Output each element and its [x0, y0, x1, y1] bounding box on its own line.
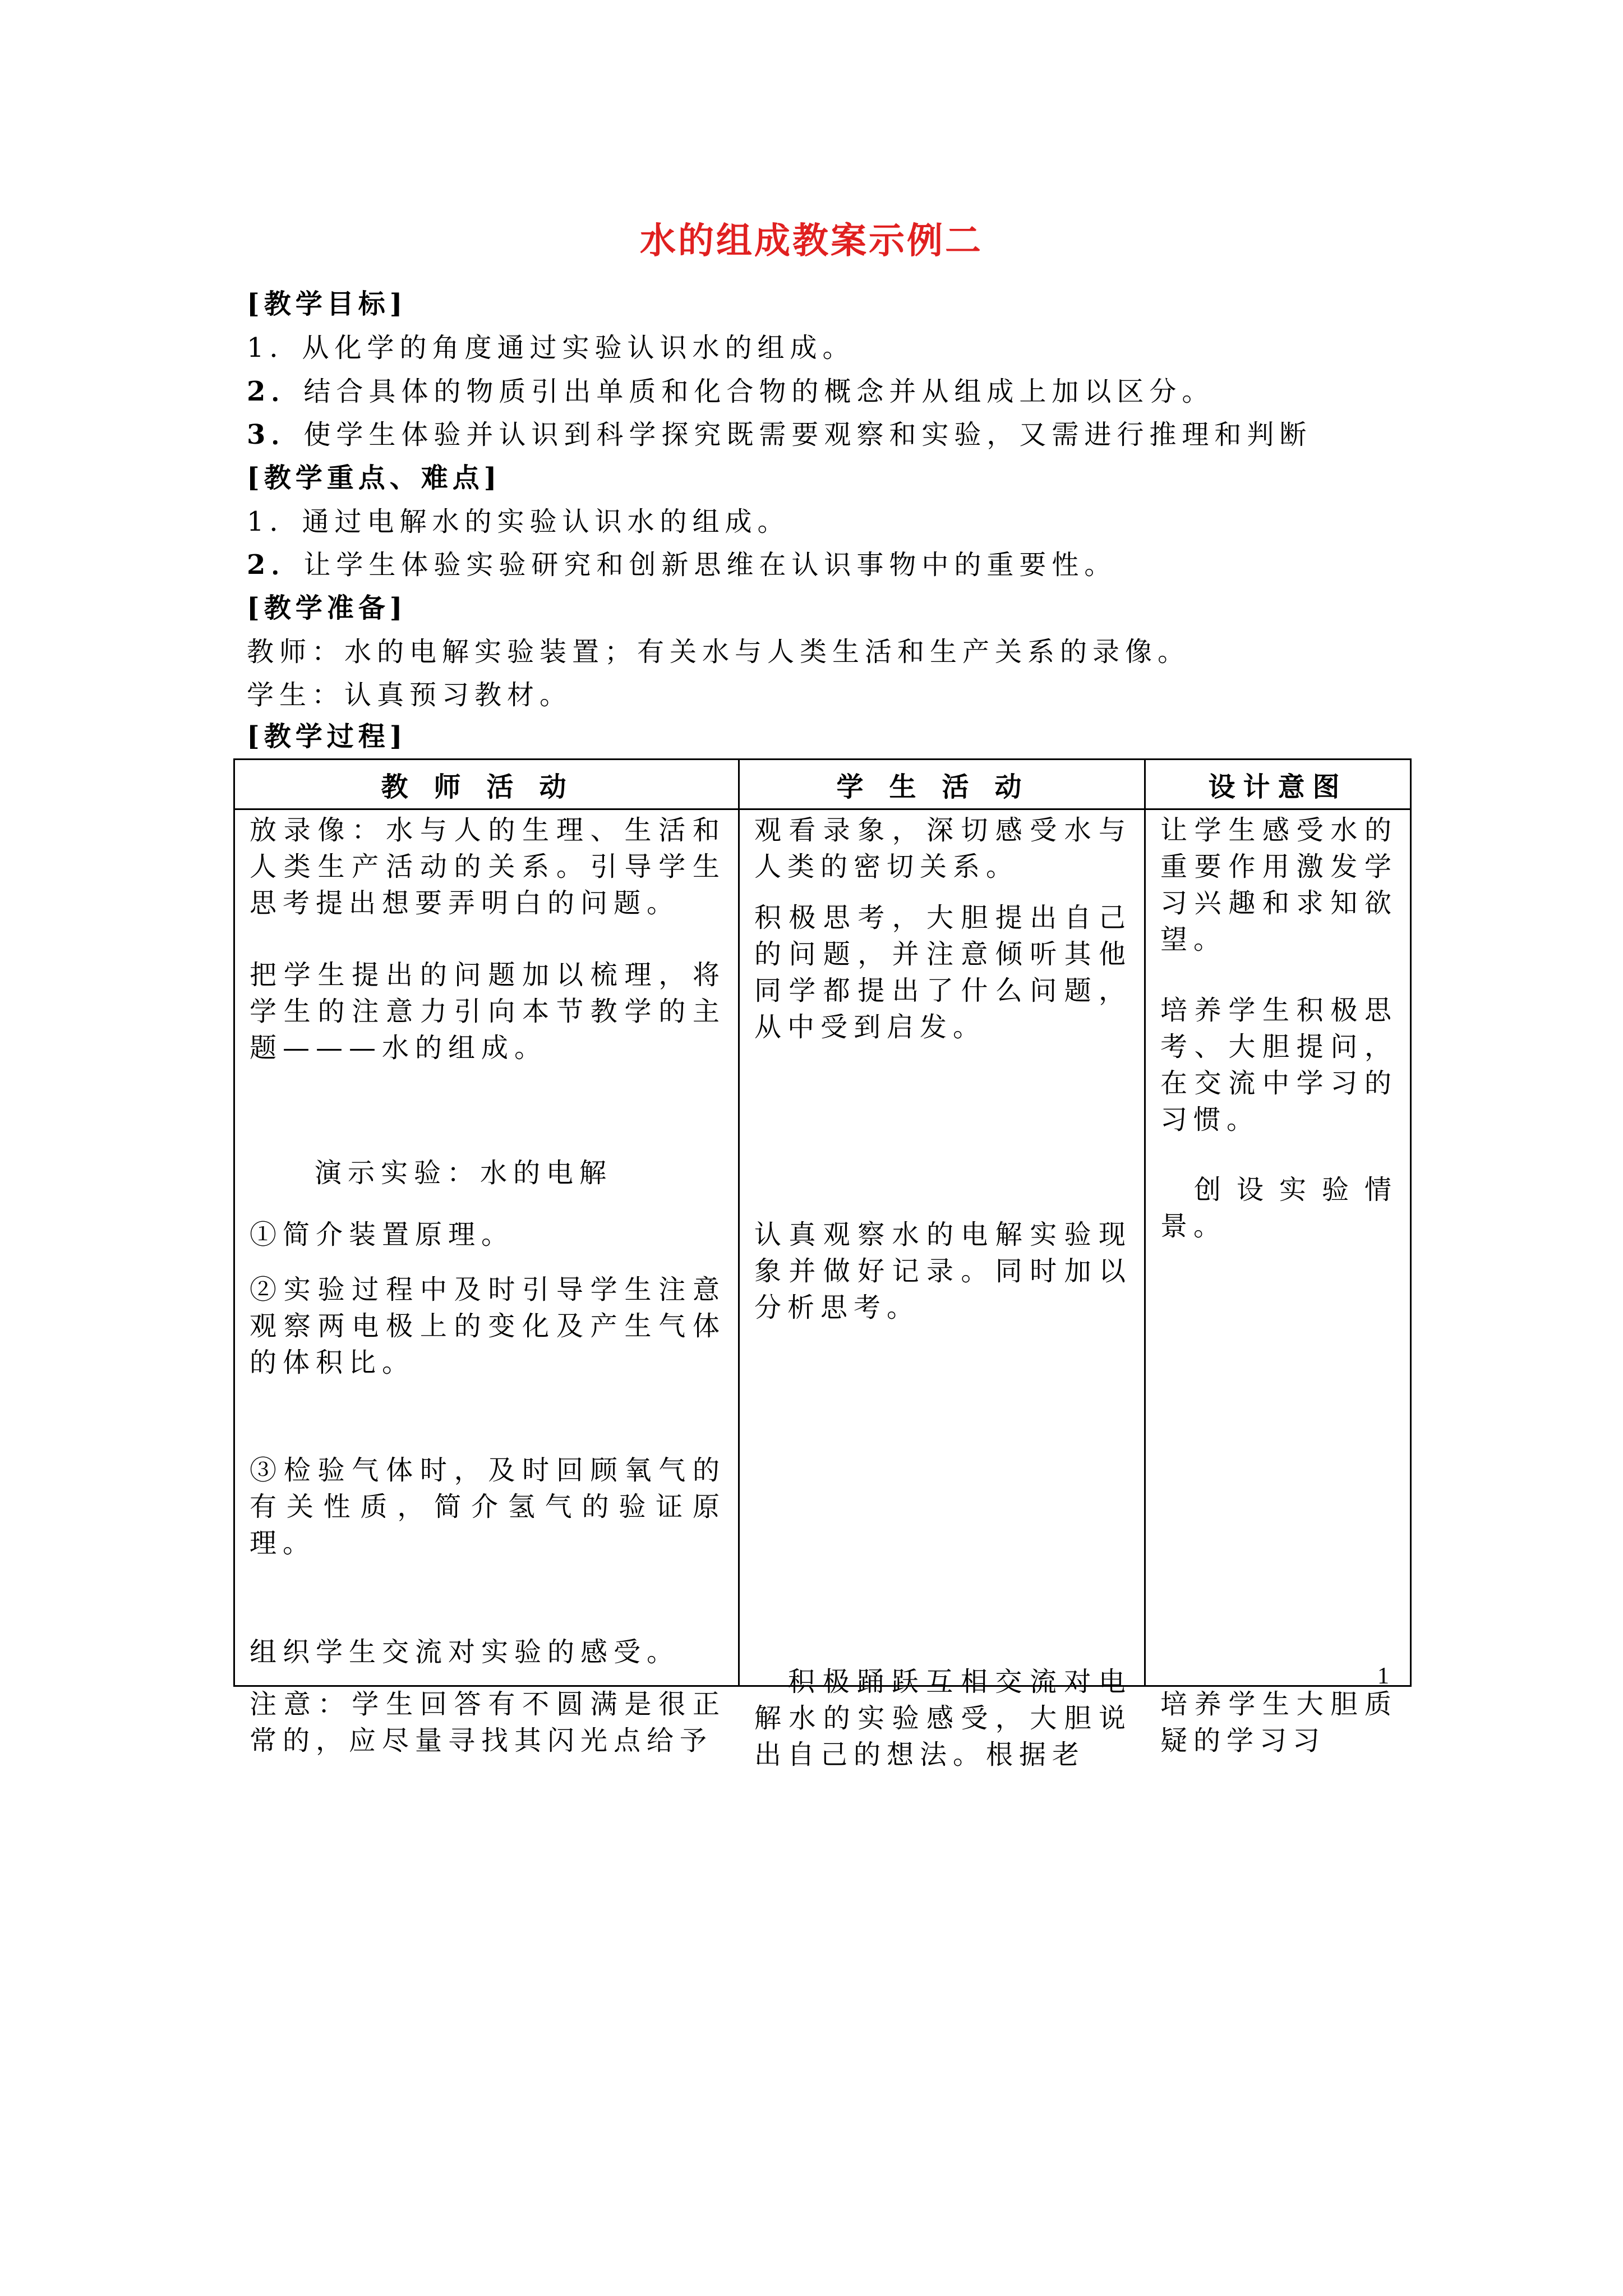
key-point-item-1: [247, 505, 790, 539]
item-text: 通过电解水的实验认识水的组成。: [302, 506, 790, 537]
page-number: 1: [1377, 1663, 1389, 1689]
objective-item-3: [247, 418, 1312, 452]
student-para: 积极思考，大胆提出自己的问题，并注意倾听其他同学都提出了什么问题，从中受到启发。: [754, 901, 1132, 1043]
intent-para: 让学生感受水的重要作用激发学习兴趣和求知欲望。: [1160, 815, 1398, 956]
teacher-para: 注意：学生回答有不圆满是很正常的，应尽量寻找其闪光点给予: [250, 1688, 726, 1756]
teacher-para: 组织学生交流对实验的感受。: [250, 1636, 680, 1668]
teacher-para: 把学生提出的问题加以梳理，将学生的注意力引向本节教学的主题———水的组成。: [250, 959, 726, 1064]
key-points-heading: [教学重点、难点]: [247, 462, 501, 494]
column-header-intent: 设计意图: [1145, 760, 1411, 809]
intent-para: 培养学生大胆质疑的学习习: [1160, 1688, 1398, 1756]
student-para: 观看录象，深切感受水与人类的密切关系。: [754, 815, 1132, 883]
item-text: 让学生体验实验研究和创新思维在认识事物中的重要性。: [303, 549, 1117, 581]
table-row: [234, 809, 1411, 1686]
intent-para: 培养学生积极思考、大胆提问，在交流中学习的习惯。: [1160, 994, 1398, 1136]
design-intent-cell: [1145, 809, 1411, 1756]
process-heading: [教学过程]: [247, 721, 407, 752]
item-number: 2．: [247, 549, 304, 581]
teacher-para: ②实验过程中及时引导学生注意观察两电极上的变化及产生气体的体积比。: [250, 1273, 726, 1378]
objectives-heading: [教学目标]: [247, 288, 407, 320]
column-header-teacher: 教师活动: [234, 760, 739, 809]
item-text: 从化学的角度通过实验认识水的组成。: [302, 332, 855, 364]
teacher-para: 放录像：水与人的生理、生活和人类生产活动的关系。引导学生思考提出想要弄明白的问题。: [250, 815, 726, 919]
process-table: [233, 758, 1412, 1770]
item-number: 3．: [247, 419, 304, 450]
preparation-heading: [教学准备]: [247, 592, 407, 624]
page-title: 水的组成教案示例二: [640, 220, 983, 262]
item-number: 1．: [247, 506, 302, 537]
teacher-para: ③检验气体时，及时回顾氧气的有关性质，简介氢气的验证原理。: [250, 1455, 726, 1559]
preparation-teacher: 教师：水的电解实验装置；有关水与人类生活和生产关系的录像。: [247, 636, 1191, 668]
intent-para: 创设实验情景。: [1160, 1174, 1398, 1243]
item-number: 1．: [247, 332, 302, 364]
item-text: 使学生体验并认识到科学探究既需要观察和实验，又需进行推理和判断: [303, 419, 1312, 450]
preparation-student: 学生：认真预习教材。: [247, 679, 573, 711]
teacher-para: 演示实验：水的电解: [315, 1157, 613, 1189]
key-point-item-2: [247, 548, 1117, 582]
student-para: 积极踊跃互相交流对电解水的实验感受，大胆说出自己的想法。根据老: [754, 1665, 1132, 1770]
item-number: 2．: [247, 376, 304, 407]
objective-item-1: [247, 331, 855, 365]
student-para: 认真观察水的电解实验现象并做好记录。同时加以分析思考。: [754, 1219, 1132, 1324]
column-header-student: 学生活动: [739, 760, 1145, 809]
student-activity-cell: [739, 809, 1145, 1770]
teacher-activity-cell: [234, 809, 739, 1756]
table-header-row: [234, 760, 1411, 809]
objective-item-2: [247, 375, 1214, 408]
item-text: 结合具体的物质引出单质和化合物的概念并从组成上加以区分。: [303, 376, 1215, 407]
teacher-para: ①简介装置原理。: [250, 1219, 515, 1251]
